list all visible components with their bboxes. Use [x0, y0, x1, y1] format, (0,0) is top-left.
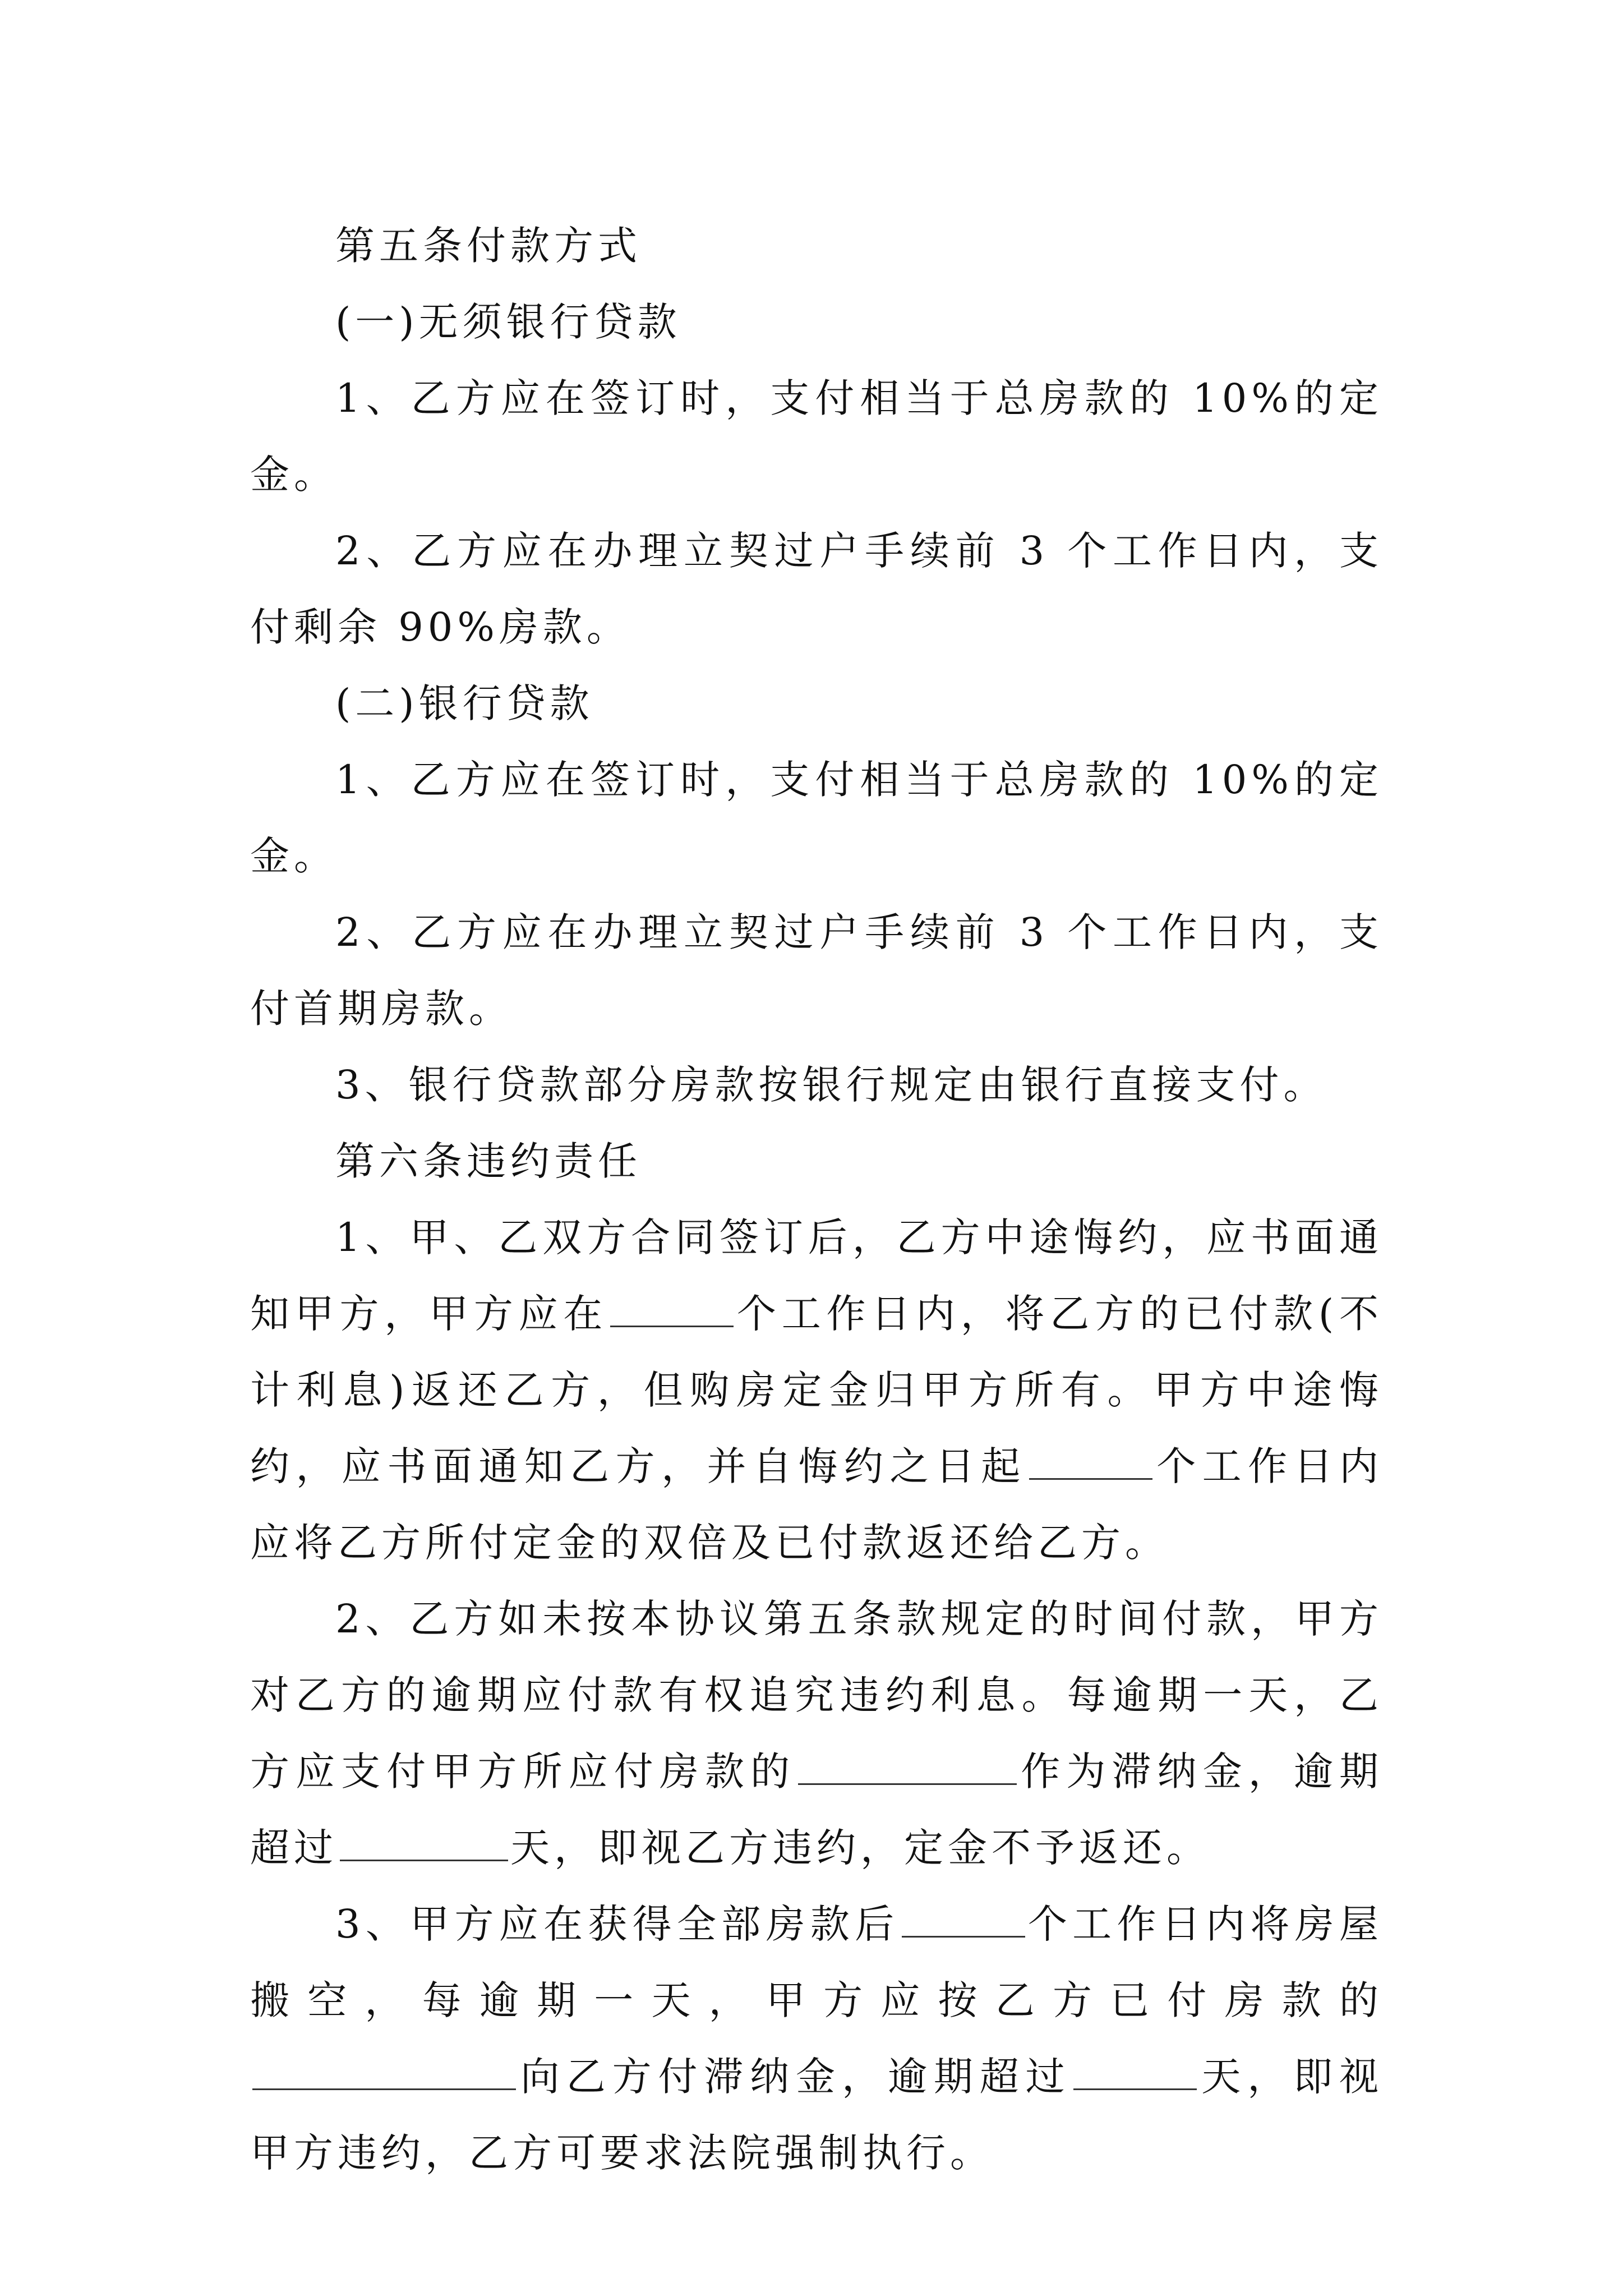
- section-1-item-2: 2、乙方应在办理立契过户手续前 3 个工作日内，支付剩余 90%房款。: [250, 528, 1383, 650]
- blank-line: [1073, 2051, 1197, 2090]
- section-2-title: (二)银行贷款: [335, 680, 594, 726]
- blank-line: [902, 1899, 1025, 1938]
- document-body: [250, 208, 1383, 2191]
- section-1-title: (一)无须银行贷款: [335, 299, 681, 345]
- blank-line: [1029, 1441, 1152, 1480]
- text-span: 2、乙方如未按本协议第五条款规定的时间付款，甲方对乙方的逾期应付款有权追究违约利息。每逾期一天，乙方应支付甲方所应付房款的: [250, 1596, 1383, 1795]
- article-6-title: 第六条违约责任: [335, 1138, 642, 1184]
- section-1-item-1: 1、乙方应在签订时，支付相当于总房款的 10%的定金。: [250, 375, 1383, 498]
- section-2-item-3: 3、银行贷款部分房款按银行规定由银行直接支付。: [335, 1062, 1327, 1108]
- text-span: 1、甲、乙双方合同签订后，乙方中途悔约，应书面通知甲方，甲方应在: [250, 1214, 1383, 1337]
- article-6-item-2: [250, 1581, 1383, 1886]
- blank-line: [798, 1746, 1017, 1785]
- blank-line: [610, 1289, 734, 1327]
- text-span: 个工作日内，将乙方的已付款(不计利息)返还乙方，但购房定金归甲方所有。甲方中途悔约，应书面通知乙方，并自悔约之日起: [250, 1291, 1384, 1489]
- article-5-title: 第五条付款方式: [335, 223, 642, 269]
- text-span: 天，即视乙方违约，定金不予返还。: [510, 1825, 1210, 1871]
- text-span: 作为滞纳金，逾期超过: [250, 1749, 1384, 1871]
- text-span: 个工作日内将房屋搬空，每逾期一天，甲方应按乙方已付房款的: [250, 1901, 1383, 2023]
- text-span: 向乙方付滞纳金，逾期超过: [518, 2054, 1072, 2100]
- article-6-item-1: [250, 1199, 1383, 1581]
- text-span: 3、甲方应在获得全部房款后: [335, 1901, 900, 1947]
- blank-line: [252, 2051, 516, 2090]
- text-span: 天，即视甲方违约，乙方可要求法院强制执行。: [250, 2054, 1384, 2176]
- text-span: 个工作日内应将乙方所付定金的双倍及已付款返还给乙方。: [250, 1443, 1384, 1566]
- section-2-item-1: 1、乙方应在签订时，支付相当于总房款的 10%的定金。: [250, 757, 1383, 879]
- blank-line: [340, 1823, 508, 1861]
- article-6-item-3: [250, 1886, 1383, 2191]
- section-2-item-2: 2、乙方应在办理立契过户手续前 3 个工作日内，支付首期房款。: [250, 909, 1383, 1032]
